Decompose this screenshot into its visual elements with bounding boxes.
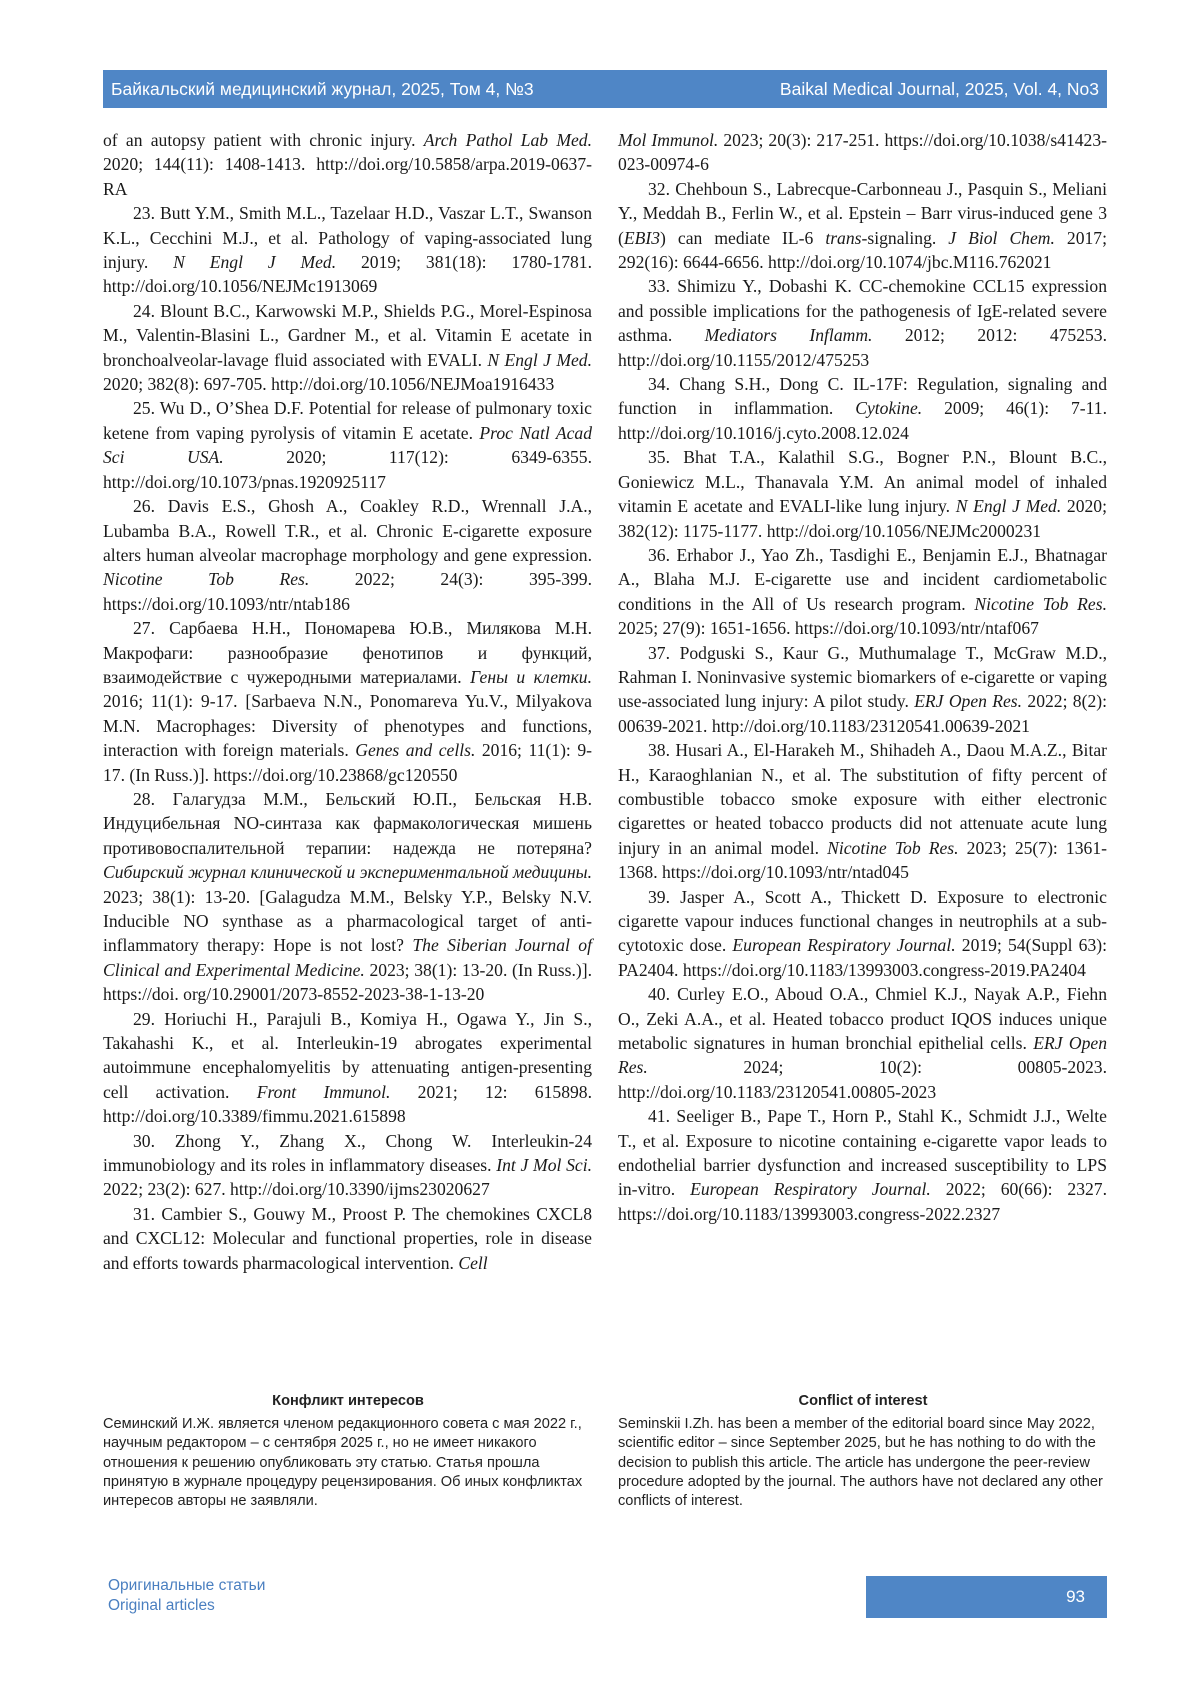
reference-details: 2020; 382(12): 1175-1177. http://doi.org/10.1056/NEJMc2000231	[618, 496, 1107, 541]
reference-text: Podguski S., Kaur G., Muthumalage T., McGraw M.D., Rahman I. Noninvasive systemic biomarkers of e-cigarette or vaping use-associated lung injury: A pilot study.	[618, 642, 1107, 712]
reference-text: Jasper A., Scott A., Thickett D. Exposure to electronic cigarette vapour induces functional changes in neutrophils at a sub-cytotoxic dose.	[618, 886, 1107, 956]
reference-details: 2022; 60(66): 2327. https://doi.org/10.1183/13993003.congress-2022.2327	[618, 1179, 1107, 1224]
reference-details: 2020; 117(12): 6349-6355. http://doi.org/10.1073/pnas.1920925117	[103, 447, 593, 492]
references-left-column	[103, 128, 592, 1275]
reference-details: 2009; 46(1): 7-11. http://doi.org/10.1016/j.cyto.2008.12.024	[618, 398, 1107, 443]
reference-text: Seeliger B., Pape T., Horn P., Stahl K., Schmidt J.J., Welte T., et al. Exposure to nicotine containing e-cigarette vapor leads to endothelial barrier dysfunction and increased susceptibility to LPS in-vitro.	[618, 1106, 1107, 1200]
reference-number: 26.	[133, 496, 155, 517]
reference-details: 2023; 38(1): 13-20. [Galagudza M.M., Belsky Y.P., Belsky N.V. Inducible NO synthase as a pharmacological target of anti-inflammatory therapy: Hope is not lost?	[103, 886, 592, 956]
reference-item	[103, 128, 592, 201]
reference-item	[103, 1129, 592, 1202]
reference-number: 23.	[133, 203, 155, 224]
reference-journal: Nicotine Tob Res.	[103, 569, 310, 590]
reference-number: 37.	[648, 642, 670, 663]
reference-text: Husari A., El-Harakeh M., Shihadeh A., Daou M.A.Z., Bitar H., Karaoghlanian N., et al. The substitution of fifty percent of combustible tobacco smoke exposure with either electronic cigarettes or heated tobacco products did not attenuate acute lung injury in an animal model.	[618, 740, 1107, 858]
reference-number: 36.	[648, 544, 670, 565]
reference-text: Cambier S., Gouwy M., Proost P. The chemokines CXCL8 and CXCL12: Molecular and functional properties, role in disease and efforts towards pharmacological intervention.	[103, 1203, 592, 1273]
reference-text: Butt Y.M., Smith M.L., Tazelaar H.D., Vaszar L.T., Swanson K.L., Cecchini M.J., et al. Pathology of vaping-associated lung injury.	[103, 203, 592, 273]
reference-journal: N Engl J Med.	[955, 496, 1062, 517]
reference-details: 2023; 38(1): 13-20. (In Russ.)]. https://doi. org/10.29001/2073-8552-2023-38-1-13-20	[103, 959, 592, 1005]
reference-number: 27.	[133, 618, 155, 639]
reference-journal: N Engl J Med.	[487, 349, 592, 370]
reference-item	[103, 787, 592, 1007]
reference-details: 2022; 24(3): 395-399. https://doi.org/10.1093/ntr/ntab186	[103, 569, 592, 614]
reference-number: 29.	[133, 1008, 155, 1029]
reference-journal: Nicotine Tob Res.	[974, 593, 1107, 614]
reference-text: Davis E.S., Ghosh A., Coakley R.D., Wrennall J.A., Lubamba B.A., Rowell T.R., et al. Chronic E-cigarette exposure alters human alveolar macrophage morphology and gene expression.	[103, 496, 592, 565]
reference-details: 2022; 23(2): 627. http://doi.org/10.3390/ijms23020627	[103, 1179, 490, 1200]
reference-item	[103, 201, 592, 299]
reference-item	[618, 885, 1107, 983]
reference-number: 40.	[648, 984, 670, 1005]
reference-journal: Cytokine.	[855, 398, 923, 419]
reference-item	[618, 128, 1107, 177]
reference-journal: Nicotine Tob Res.	[827, 837, 959, 858]
reference-number: 34.	[648, 374, 670, 395]
reference-item	[618, 177, 1107, 275]
reference-number: 31.	[133, 1203, 155, 1224]
reference-item	[618, 738, 1107, 884]
reference-number: 38.	[648, 740, 670, 761]
conflict-of-interest-en	[618, 1392, 1108, 1511]
reference-number: 39.	[648, 886, 670, 907]
reference-number: 33.	[648, 276, 670, 297]
section-label-en: Original articles	[108, 1597, 215, 1614]
reference-text: of an autopsy patient with chronic injury.	[103, 130, 424, 150]
reference-details: 2025; 27(9): 1651-1656. https://doi.org/10.1093/ntr/ntaf067	[618, 618, 1039, 639]
page-number: 93	[1066, 1587, 1085, 1606]
reference-journal: ERJ Open Res.	[914, 691, 1023, 712]
reference-text: Wu D., O’Shea D.F. Potential for release of pulmonary toxic ketene from vaping pyrolysis of vitamin E acetate.	[103, 398, 592, 443]
reference-item	[618, 543, 1107, 641]
reference-journal: Genes and cells.	[355, 740, 476, 761]
reference-item	[103, 299, 592, 397]
reference-text: Blount B.C., Karwowski M.P., Shields P.G., Morel-Espinosa M., Valentin-Blasini L., Gardner M., et al. Vitamin E acetate in bronchoalveolar-lavage fluid associated with EVALI.	[103, 300, 592, 370]
reference-details: 2016; 11(1): 9-17. (In Russ.)]. https://doi.org/10.23868/gc120550	[103, 740, 592, 785]
reference-journal: European Respiratory Journal.	[732, 935, 956, 956]
reference-item	[103, 1202, 592, 1275]
reference-details: 2019; 54(Suppl 63): PA2404. https://doi.org/10.1183/13993003.congress-2019.PA2404	[618, 935, 1107, 980]
reference-journal: EBI3	[623, 227, 661, 248]
reference-journal: The Siberian Journal of Clinical and Experimental Medicine.	[103, 935, 592, 980]
section-label	[108, 1576, 265, 1616]
reference-text: Галагудза М.М., Бельский Ю.П., Бельская Н.В. Индуцибельная NO-синтаза как фармакологическая мишень противовоспалительной терапии: надежда не потеряна?	[103, 788, 592, 858]
reference-text: Erhabor J., Yao Zh., Tasdighi E., Benjamin E.J., Bhatnagar A., Blaha M.J. E-cigarette use and incident cardiometabolic conditions in the All of Us research program.	[618, 544, 1107, 614]
reference-journal: Mol Immunol.	[618, 130, 719, 150]
reference-details: ) can mediate IL-6	[660, 227, 826, 248]
reference-number: 32.	[648, 178, 670, 199]
header-title-ru: Байкальский медицинский журнал, 2025, Том 4, №3	[111, 78, 534, 99]
reference-details: 2019; 381(18): 1780-1781. http://doi.org/10.1056/NEJMc1913069	[103, 252, 592, 297]
reference-text: Сарбаева Н.Н., Пономарева Ю.В., Милякова М.Н. Макрофаги: разнообразие фенотипов и функций, взаимодействие с чужеродными материалами.	[103, 618, 592, 687]
reference-item	[103, 494, 592, 616]
reference-number: 25.	[133, 398, 155, 419]
reference-journal: Cell	[458, 1252, 488, 1273]
reference-number: 41.	[648, 1106, 670, 1127]
reference-text: Horiuchi H., Parajuli B., Komiya H., Ogawa Y., Jin S., Takahashi K., et al. Interleukin-19 abrogates experimental autoimmune encephalomyelitis by attenuating antigen-presenting cell activation.	[103, 1008, 592, 1102]
reference-item	[618, 982, 1107, 1104]
reference-details: 2020; 144(11): 1408-1413. http://doi.org/10.5858/arpa.2019-0637-RA	[103, 154, 592, 199]
reference-item	[103, 396, 592, 494]
reference-journal: Гены и клетки.	[470, 666, 592, 687]
reference-text: Shimizu Y., Dobashi K. CC-chemokine CCL15 expression and possible implications for the pathogenesis of IgE-related severe asthma.	[618, 276, 1107, 346]
section-label-ru: Оригинальные статьи	[108, 1577, 266, 1594]
reference-details: 2012; 2012: 475253. http://doi.org/10.1155/2012/475253	[618, 325, 1108, 370]
reference-journal: Mediators Inflamm.	[704, 325, 873, 346]
conflict-title-ru: Конфликт интересов	[272, 1393, 424, 1409]
reference-details: 2020; 382(8): 697-705. http://doi.org/10.1056/NEJMoa1916433	[103, 374, 555, 395]
reference-details: 2024; 10(2): 00805-2023. http://doi.org/10.1183/23120541.00805-2023	[618, 1057, 1107, 1102]
reference-journal: J Biol Chem.	[948, 227, 1055, 248]
conflict-body-en: Seminskii I.Zh. has been a member of the editorial board since May 2022, scientific editor – since September 2025, but he has nothing to do with the decision to publish this article. The article has undergone the peer-review procedure adopted by the journal. The authors have not declared any other conflicts of interest.	[618, 1416, 1103, 1510]
reference-item	[103, 1007, 592, 1129]
reference-item	[618, 274, 1107, 372]
reference-item	[618, 445, 1107, 543]
reference-text: Chehboun S., Labrecque-Carbonneau J., Pasquin S., Meliani Y., Meddah B., Ferlin W., et al. Epstein – Barr virus-induced gene 3 (	[618, 178, 1107, 248]
reference-details: 2016; 11(1): 9-17. [Sarbaeva N.N., Ponomareva Yu.V., Milyakova M.N. Macrophages: Diversity of phenotypes and functions, interaction with foreign materials.	[103, 691, 592, 761]
reference-text: Bhat T.A., Kalathil S.G., Bogner P.N., Blount B.C., Goniewicz M.L., Thanavala Y.M. An animal model of inhaled vitamin E acetate and EVALI-like lung injury.	[618, 447, 1107, 517]
reference-number: 24.	[133, 300, 155, 321]
reference-number: 30.	[133, 1130, 155, 1151]
reference-journal: Int J Mol Sci.	[496, 1155, 593, 1176]
reference-journal: European Respiratory Journal.	[690, 1179, 931, 1200]
reference-details: 2023; 20(3): 217-251. https://doi.org/10.1038/s41423-023-00974-6	[618, 130, 1108, 175]
reference-number: 35.	[648, 447, 670, 468]
reference-journal: ERJ Open Res.	[618, 1033, 1108, 1078]
reference-item	[618, 641, 1107, 739]
conflict-title-en: Conflict of interest	[798, 1393, 928, 1409]
reference-item	[618, 372, 1107, 445]
reference-journal: Front Immunol.	[256, 1081, 391, 1102]
reference-journal: trans	[825, 227, 862, 248]
reference-details: -signaling.	[861, 227, 949, 248]
reference-text: Curley E.O., Aboud O.A., Chmiel K.J., Nayak A.P., Fiehn O., Zeki A.A., et al. Heated tobacco product IQOS induces unique metabolic signatures in human bronchial epithelial cells.	[618, 984, 1107, 1054]
reference-item	[618, 1104, 1107, 1226]
reference-text: Chang S.H., Dong C. IL-17F: Regulation, signaling and function in inflammation.	[618, 374, 1107, 419]
page-number-box	[866, 1576, 1107, 1618]
reference-details: 2022; 8(2): 00639-2021. http://doi.org/10.1183/23120541.00639-2021	[618, 691, 1107, 736]
reference-details: 2021; 12: 615898. http://doi.org/10.3389/fimmu.2021.615898	[103, 1081, 592, 1127]
reference-number: 28.	[133, 788, 155, 809]
conflict-body-ru: Семинский И.Ж. является членом редакционного совета с мая 2022 г., научным редактором – с сентября 2025 г., но не имеет никакого отношения к решению опубликовать эту статью. Статья прошла принятую в журнале процедуру рецензирования. Об иных конфликтах интересов авторы не заявляли.	[103, 1416, 583, 1510]
reference-text: Zhong Y., Zhang X., Chong W. Interleukin-24 immunobiology and its roles in inflammatory diseases.	[103, 1130, 592, 1176]
reference-item	[103, 616, 592, 787]
reference-details: 2017; 292(16): 6644-6656. http://doi.org/10.1074/jbc.M116.762021	[618, 227, 1107, 273]
reference-journal: Сибирский журнал клинической и экспериментальной медицины.	[103, 862, 592, 883]
header-title-en: Baikal Medical Journal, 2025, Vol. 4, No3	[779, 78, 1099, 99]
reference-journal: Proc Natl Acad Sci USA.	[103, 422, 592, 468]
reference-journal: Arch Pathol Lab Med.	[423, 130, 592, 150]
reference-details: 2023; 25(7): 1361-1368. https://doi.org/10.1093/ntr/ntad045	[618, 837, 1107, 883]
references-right-column	[618, 128, 1107, 1226]
journal-header	[103, 70, 1107, 108]
reference-journal: N Engl J Med.	[173, 252, 337, 273]
conflict-of-interest-ru	[103, 1392, 593, 1511]
